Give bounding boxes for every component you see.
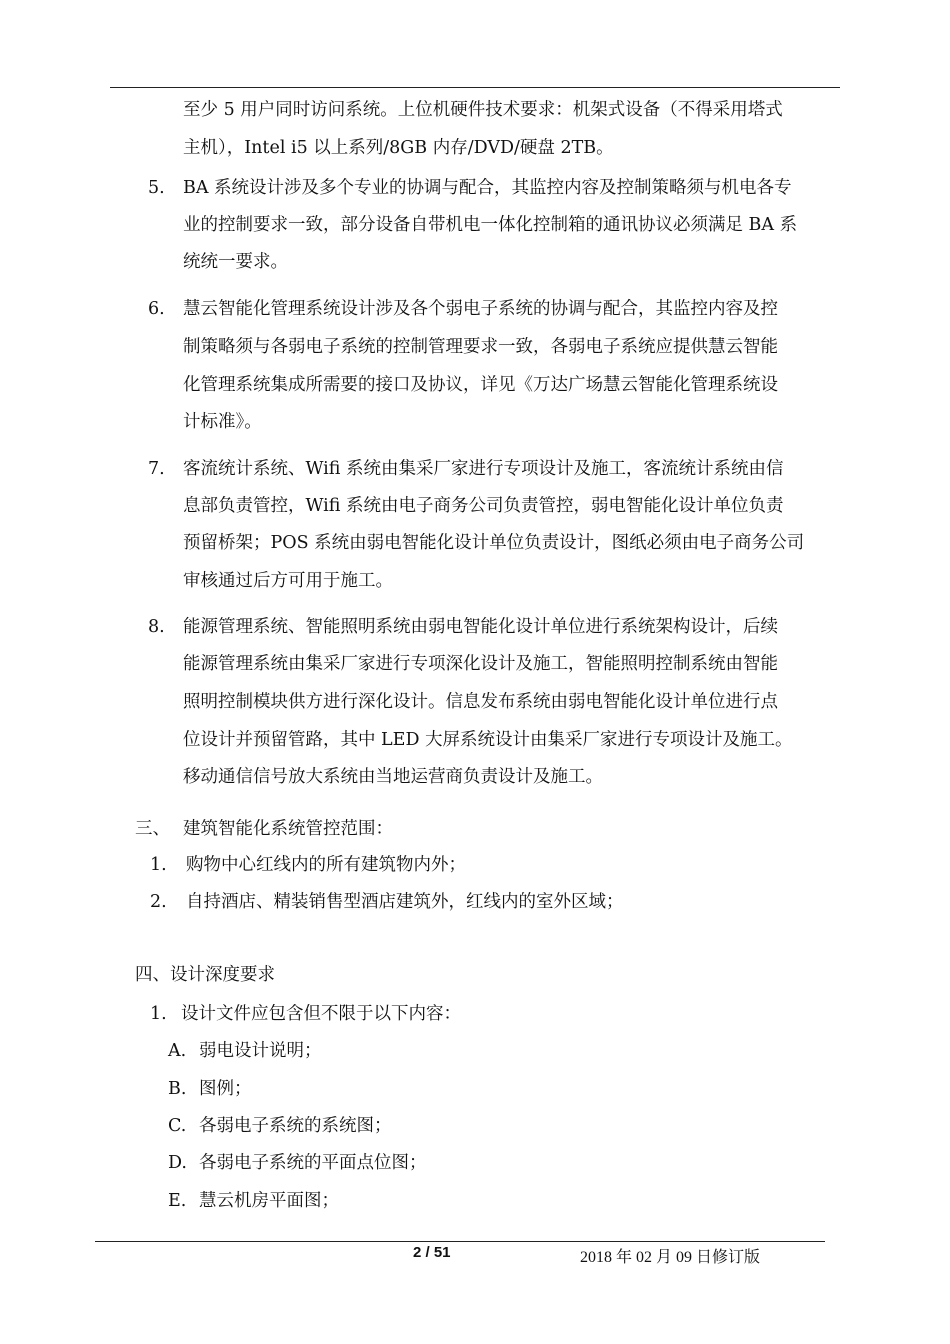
paragraph-line: 能源管理系统、智能照明系统由弱电智能化设计单位进行系统架构设计，后续 (183, 617, 778, 637)
list-number: 2. (150, 892, 167, 912)
paragraph-line: 息部负责管控，Wifi 系统由电子商务公司负责管控，弱电智能化设计单位负责 (183, 496, 784, 516)
list-item-text: 购物中心红线内的所有建筑物内外； (186, 855, 466, 875)
paragraph-line: 至少 5 用户同时访问系统。上位机硬件技术要求：机架式设备（不得采用塔式 (183, 100, 783, 120)
paragraph-line: 移动通信信号放大系统由当地运营商负责设计及施工。 (183, 767, 603, 787)
letter-item-text: 图例； (199, 1079, 252, 1099)
list-number: 7. (148, 459, 165, 479)
letter-number: B. (168, 1079, 187, 1099)
letter-item-text: 各弱电子系统的平面点位图； (199, 1153, 427, 1173)
paragraph-line: 统统一要求。 (183, 252, 288, 272)
footer-rule (95, 1241, 825, 1242)
paragraph-line: 计标准》。 (183, 412, 262, 432)
paragraph-line: 位设计并预留管路，其中 LED 大屏系统设计由集采厂家进行专项设计及施工。 (183, 730, 793, 750)
header-rule (110, 87, 840, 88)
revision-date: 2018 年 02 月 09 日修订版 (580, 1249, 761, 1266)
list-item-text: 设计文件应包含但不限于以下内容： (181, 1004, 461, 1024)
paragraph-line: 慧云智能化管理系统设计涉及各个弱电子系统的协调与配合，其监控内容及控 (183, 299, 778, 319)
paragraph-line: 审核通过后方可用于施工。 (183, 571, 393, 591)
letter-number: E. (168, 1191, 187, 1211)
section-heading: 建筑智能化系统管控范围： (183, 819, 393, 839)
section-number: 三、 (135, 819, 170, 839)
paragraph-line: 化管理系统集成所需要的接口及协议，详见《万达广场慧云智能化管理系统设 (183, 375, 778, 395)
letter-item-text: 慧云机房平面图； (199, 1191, 339, 1211)
list-number: 6. (148, 299, 165, 319)
list-number: 1. (150, 855, 167, 875)
letter-number: C. (168, 1116, 187, 1136)
page-number: 2 / 51 (413, 1244, 451, 1261)
letter-number: D. (168, 1153, 187, 1173)
paragraph-line: 客流统计系统、Wifi 系统由集采厂家进行专项设计及施工，客流统计系统由信 (183, 459, 784, 479)
section-heading: 四、设计深度要求 (135, 965, 275, 985)
paragraph-line: 制策略须与各弱电子系统的控制管理要求一致，各弱电子系统应提供慧云智能 (183, 337, 778, 357)
paragraph-line: 业的控制要求一致，部分设备自带机电一体化控制箱的通讯协议必须满足 BA 系 (183, 215, 798, 235)
letter-item-text: 弱电设计说明； (199, 1041, 322, 1061)
paragraph-line: 预留桥架；POS 系统由弱电智能化设计单位负责设计，图纸必须由电子商务公司 (183, 533, 805, 553)
list-number: 5. (148, 178, 165, 198)
letter-number: A. (168, 1041, 187, 1061)
paragraph-line: BA 系统设计涉及多个专业的协调与配合，其监控内容及控制策略须与机电各专 (183, 178, 792, 198)
list-item-text: 自持酒店、精装销售型酒店建筑外，红线内的室外区域； (186, 892, 624, 912)
paragraph-line: 能源管理系统由集采厂家进行专项深化设计及施工，智能照明控制系统由智能 (183, 654, 778, 674)
paragraph-line: 照明控制模块供方进行深化设计。信息发布系统由弱电智能化设计单位进行点 (183, 692, 778, 712)
paragraph-line: 主机），Intel i5 以上系列/8GB 内存/DVD/硬盘 2TB。 (183, 138, 614, 158)
list-number: 8. (148, 617, 165, 637)
letter-item-text: 各弱电子系统的系统图； (199, 1116, 392, 1136)
list-number: 1. (150, 1004, 167, 1024)
